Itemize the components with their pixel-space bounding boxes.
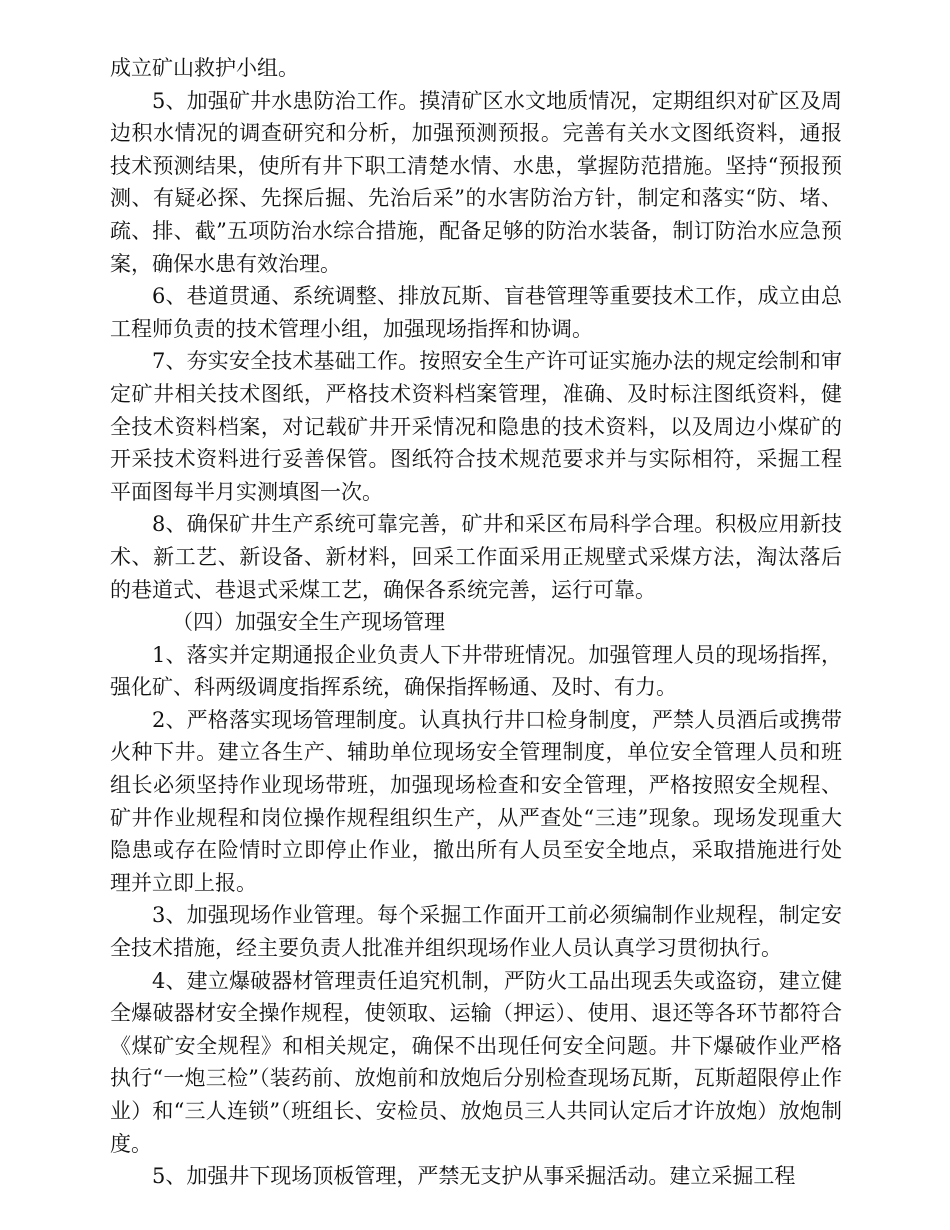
paragraph-item-8-production-system: 8、确保矿井生产系统可靠完善，矿井和采区布局科学合理。积极应用新技术、新工艺、新设备、新材料，回采工作面采用正规壁式采煤方法，淘汰落后的巷道式、巷退式采煤工艺，确保各系统完善，运行可靠。 xyxy=(110,512,842,602)
paragraph-item-5-water-hazard: 5、加强矿井水患防治工作。摸清矿区水文地质情况，定期组织对矿区及周边积水情况的调查研究和分析，加强预测预报。完善有关水文图纸资料，通报技术预测结果，使所有井下职工清楚水情、水患，掌握防范措施。坚持“预报预测、有疑必探、先探后掘、先治后采”的水害防治方针，制定和落实“防、堵、疏、排、截”五项防治水综合措施，配备足够的防治水装备，制订防治水应急预案，确保水患有效治理。 xyxy=(110,88,842,276)
paragraph-item-5-roof-management: 5、加强井下现场顶板管理，严禁无支护从事采掘活动。建立采掘工程 xyxy=(152,1164,796,1189)
paragraph-item-4-blasting-materials: 4、建立爆破器材管理责任追究机制，严防火工品出现丢失或盗窃，建立健全爆破器材安全操作规程，使领取、运输（押运）、使用、退还等各环节都符合《煤矿安全规程》和相关规定，确保不出现任何安全问题。井下爆破作业严格执行“一炮三检”（装药前、放炮前和放炮后分别检查现场瓦斯，瓦斯超限停止作业）和“三人连锁”（班组长、安检员、放炮员三人共同认定后才许放炮）放炮制度。 xyxy=(110,968,842,1156)
paragraph-item-2-site-management: 2、严格落实现场管理制度。认真执行井口检身制度，严禁人员酒后或携带火种下井。建立各生产、辅助单位现场安全管理制度，单位安全管理人员和班组长必须坚持作业现场带班，加强现场检查和安全管理，严格按照安全规程、矿井作业规程和岗位操作规程组织生产，从严查处“三违”现象。现场发现重大隐患或存在险情时立即停止作业，撤出所有人员至安全地点，采取措施进行处理并立即上报。 xyxy=(110,707,842,895)
paragraph-item-6-technical-group: 6、巷道贯通、系统调整、排放瓦斯、盲巷管理等重要技术工作，成立由总工程师负责的技术管理小组，加强现场指挥和协调。 xyxy=(110,284,842,341)
paragraph-item-7-technical-foundation: 7、夯实安全技术基础工作。按照安全生产许可证实施办法的规定绘制和审定矿井相关技术图纸，严格技术资料档案管理，准确、及时标注图纸资料，健全技术资料档案，对记载矿井开采情况和隐患的技术资料，以及周边小煤矿的开采技术资料进行妥善保管。图纸符合技术规范要求并与实际相符，采掘工程平面图每半月实测填图一次。 xyxy=(110,349,842,504)
section-heading-4: （四）加强安全生产现场管理 xyxy=(172,610,445,635)
paragraph-continuation: 成立矿山救护小组。 xyxy=(110,56,299,80)
paragraph-item-1-shift-leadership: 1、落实并定期通报企业负责人下井带班情况。加强管理人员的现场指挥，强化矿、科两级调度指挥系统，确保指挥畅通、及时、有力。 xyxy=(110,642,842,700)
paragraph-item-3-work-management: 3、加强现场作业管理。每个采掘工作面开工前必须编制作业规程，制定安全技术措施，经主要负责人批准并组织现场作业人员认真学习贯彻执行。 xyxy=(110,903,842,961)
